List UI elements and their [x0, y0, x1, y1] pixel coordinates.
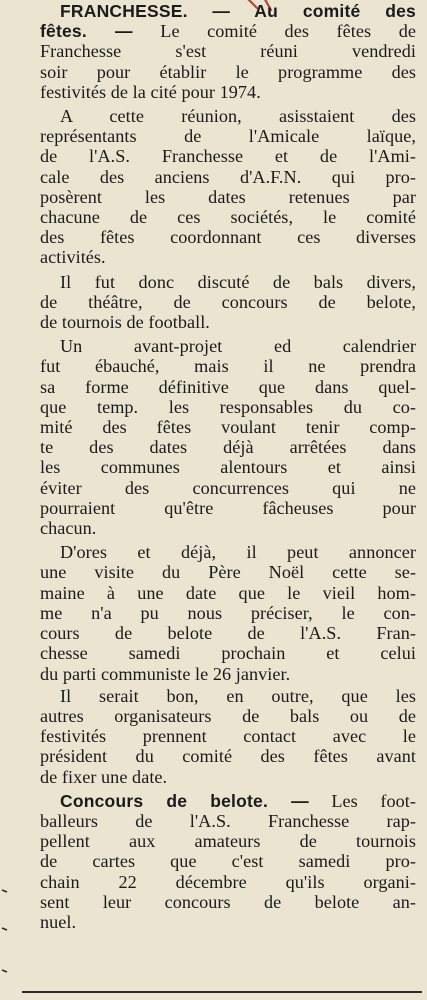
article-paragraph-3: [40, 272, 416, 333]
article-line: une visite du Père Noël cette se-: [40, 562, 416, 583]
article-line: pellent aux amateurs de tournois: [40, 831, 416, 852]
article-text: Le comité des fêtes de: [132, 21, 416, 42]
article-line: me n'a pu nous préciser, le con-: [40, 602, 416, 623]
article-paragraph-4: [40, 336, 416, 538]
article-text: Les foot-: [308, 790, 416, 811]
article-headline: FRANCHESSE. — Au comité des: [60, 1, 416, 21]
article-line: Il fut donc discuté de bals divers,: [60, 271, 416, 292]
article-line: de tournois de football.: [40, 312, 210, 333]
article-line: de théâtre, de concours de belote,: [40, 291, 416, 312]
article-line: Il serait bon, en outre, que les: [60, 685, 416, 706]
article-line: éviter des concurrences qui ne: [40, 477, 416, 498]
article-line: mité des fêtes voulant tenir comp-: [40, 417, 416, 438]
article-column: [40, 0, 416, 932]
article-line: festivités prennent contact avec le: [40, 726, 416, 747]
article-paragraph-6: [40, 686, 416, 787]
article-line: de cartes que c'est samedi pro-: [40, 851, 416, 872]
article-paragraph-5: [40, 542, 416, 683]
article-line: chain 22 décembre qu'ils organi-: [40, 871, 416, 892]
article-line: [40, 1, 416, 21]
article-line: de l'A.S. Franchesse et de l'Ami-: [40, 146, 416, 167]
article-line: A cette réunion, asisstaient des: [60, 106, 416, 127]
article-line: les communes alentours et ainsi: [40, 457, 416, 478]
article-line: D'ores et déjà, il peut annoncer: [60, 542, 416, 563]
article-line: autres organisateurs de bals ou de: [40, 705, 416, 726]
article-line: chacun.: [40, 518, 97, 539]
article-line: soir pour établir le programme des: [40, 61, 416, 82]
article-line: pourraient qu'être fâcheuses pour: [40, 497, 416, 518]
article-line: posèrent les dates retenues par: [40, 186, 416, 207]
article-line: cours de belote de l'A.S. Fran-: [40, 623, 416, 644]
article-line: balleurs de l'A.S. Franchesse rap-: [40, 810, 416, 831]
article-line: chacune de ces sociétés, le comité: [40, 207, 416, 228]
article-paragraph-1: [40, 1, 416, 102]
article-line: de fixer une date.: [40, 766, 168, 787]
article-paragraph-2: [40, 106, 416, 268]
torn-edge-marks: [0, 860, 10, 1000]
article-line: Un avant-projet ed calendrier: [60, 336, 416, 357]
article-line: sa forme définitive que dans quel-: [40, 376, 416, 397]
article-line: président du comité des fêtes avant: [40, 746, 416, 767]
article-line: activités.: [40, 247, 106, 268]
article-line: cale des anciens d'A.F.N. qui pro-: [40, 166, 416, 187]
section-subheading: Concours de belote. —: [60, 790, 309, 811]
article-line: chesse samedi prochain et celui: [40, 643, 416, 664]
article-line: fut ébauché, mais il ne prendra: [40, 356, 416, 377]
article-line: maine à une date que le vieil hom-: [40, 582, 416, 603]
article-line: nuel.: [40, 911, 77, 932]
article-line: sent leur concours de belote an-: [40, 891, 416, 912]
article-line: festivités de la cité pour 1974.: [40, 81, 261, 102]
article-line: du parti communiste le 26 janvier.: [40, 663, 291, 684]
bottom-rule: [22, 991, 422, 993]
article-line: [40, 791, 416, 811]
article-line: que temp. les responsables du co-: [40, 396, 416, 417]
article-line: Franchesse s'est réuni vendredi: [40, 41, 416, 62]
article-line: te des dates déjà arrêtées dans: [40, 437, 416, 458]
article-headline-continued: fêtes. —: [40, 21, 133, 42]
article-line: représentants de l'Amicale laïque,: [40, 126, 416, 147]
article-paragraph-7: [40, 791, 416, 932]
article-line: des fêtes coordonnant ces diverses: [40, 227, 416, 248]
article-line: [40, 21, 416, 41]
